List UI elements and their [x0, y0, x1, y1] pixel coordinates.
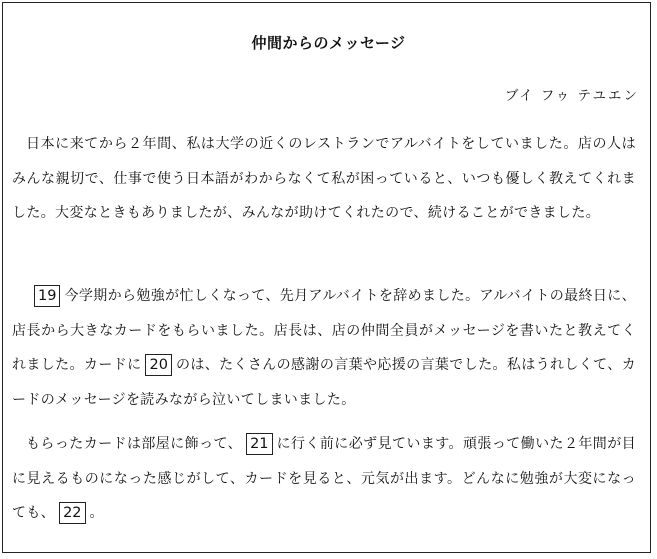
- paragraph-2-text-b: のは、たくさんの感謝の言葉や応援の言葉でした。私はうれしくて、カードのメッセージを読みながら泣いてしまいました。: [12, 357, 637, 408]
- blank-19[interactable]: 19: [34, 285, 60, 307]
- paragraph-2: [12, 279, 636, 417]
- blank-21[interactable]: 21: [246, 433, 272, 455]
- paragraph-3-text-a: もらったカードは部屋に飾って、: [26, 436, 243, 452]
- paragraph-3-text-b: に行く前に必ず見ています。頑張って働いた２年間が目に見えるものになった感じがして、カードを見ると、元気が出ます。どんなに勉強が大変になっても、: [12, 436, 636, 521]
- page-title: 仲間からのメッセージ: [251, 34, 406, 52]
- blank-22[interactable]: 22: [59, 502, 85, 524]
- author-name: ブイ フゥ テユエン: [504, 88, 639, 104]
- paragraph-1: 日本に来てから２年間、私は大学の近くのレストランでアルバイトをしていました。店の人はみんな親切で、仕事で使う日本語がわからなくて私が困っていると、いつも優しく教えてくれました。大変なときもありましたが、みんなが助けてくれたので、続けることができました。: [12, 136, 636, 221]
- paragraph-2-text-a: 今学期から勉強が忙しくなって、先月アルバイトを辞めました。アルバイトの最終日に、店長から大きなカードをもらいました。店長は、店の仲間全員がメッセージを書いたと教えてくれました。カードに: [12, 288, 636, 373]
- blank-20[interactable]: 20: [145, 354, 171, 376]
- paragraph-3-text-c: 。: [89, 505, 104, 521]
- paragraph-3: [12, 427, 636, 531]
